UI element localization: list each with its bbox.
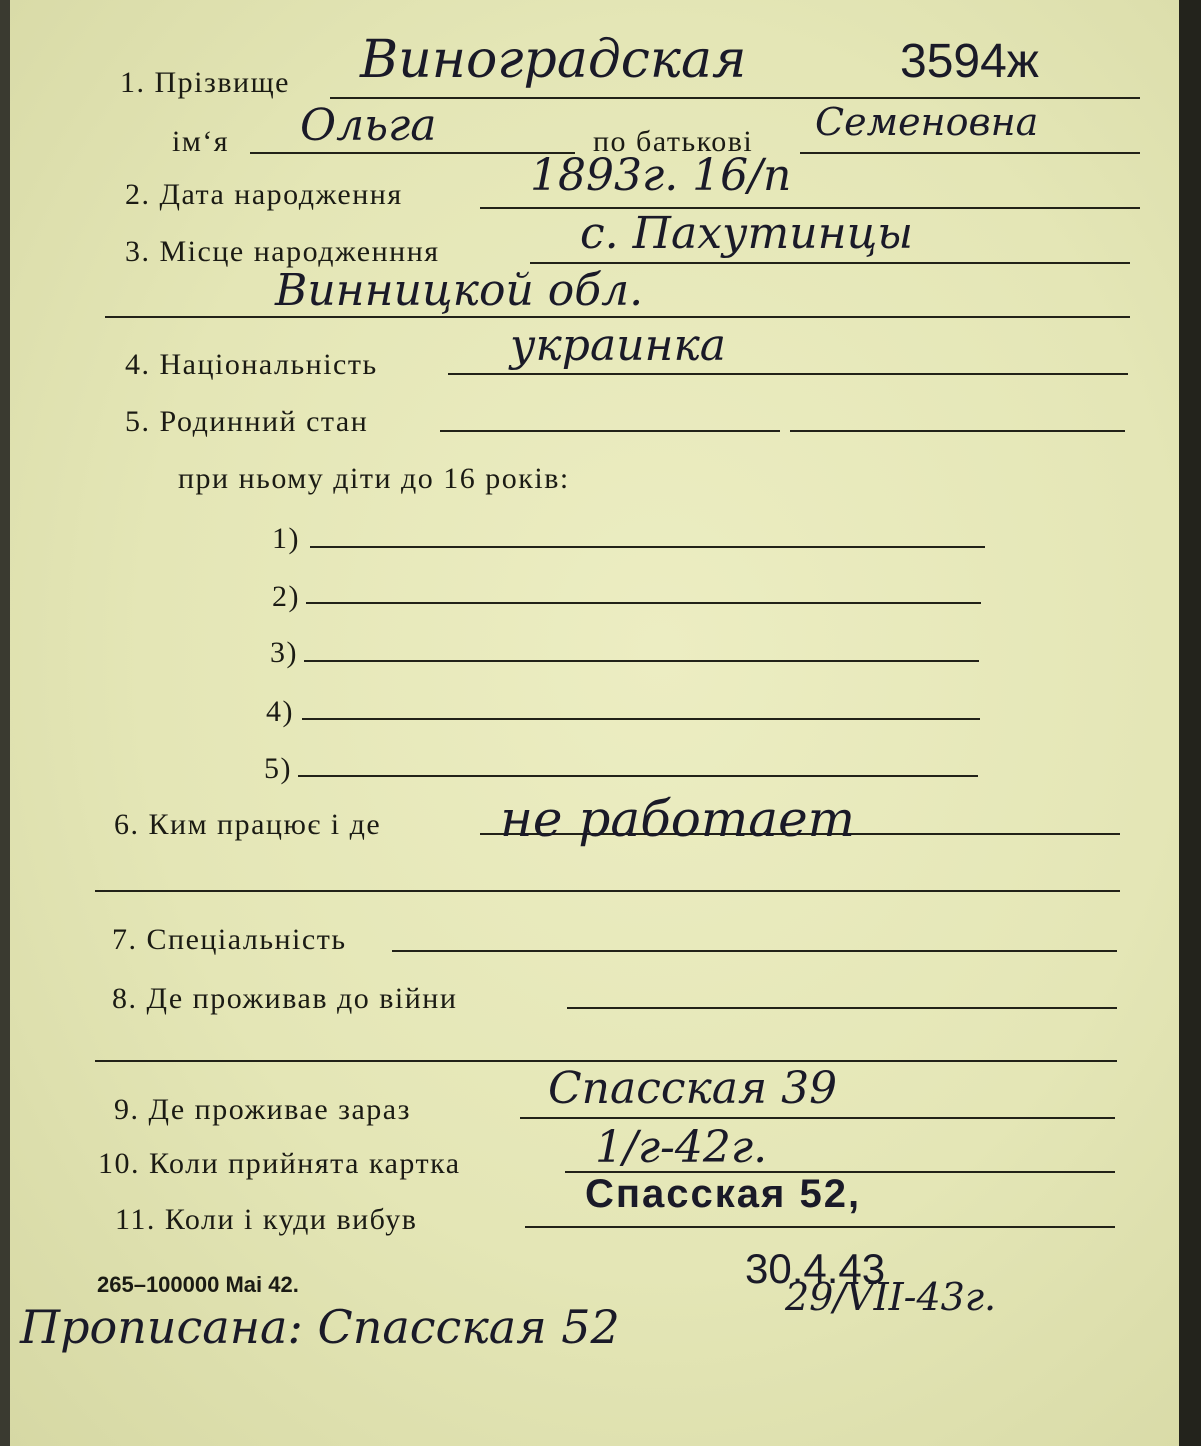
file-number: 3594ж [900,35,1039,88]
child-3-label: 3) [270,636,298,669]
departed-label: 11. Коли і куди вибув [115,1203,418,1236]
prewar-line-1 [567,1007,1117,1009]
card-accepted-label: 10. Коли прийнята картка [98,1147,461,1180]
birthdate-label: 2. Дата народження [125,178,403,211]
current-line [520,1117,1115,1119]
prewar-line-2 [95,1060,1117,1062]
surname-line [330,97,1140,99]
birthplace-entry-1: с. Пахутинцы [580,208,914,259]
departed-date: 30.4.43 [745,1245,886,1292]
current-label: 9. Де проживае зараз [114,1093,411,1126]
current-entry: Спасская 39 [548,1063,838,1114]
birthdate-entry: 1893г. 16/п [530,150,792,201]
family-line-1 [440,430,780,432]
work-entry: не работает [500,790,856,848]
name-label: ім‘я [172,125,230,158]
surname-entry: Виноградская [360,30,747,90]
specialty-label: 7. Спеціальність [112,923,347,956]
card-accepted-entry: 1/г-42г. [595,1122,768,1173]
child-5-label: 5) [264,752,292,785]
child-4-line [302,718,980,720]
work-line-2 [95,890,1120,892]
registered-note: Прописана: Спасская 52 [20,1300,620,1354]
child-1-label: 1) [272,522,300,555]
surname-label: 1. Прізвище [120,66,290,99]
birthplace-line-2 [105,316,1130,318]
nationality-label: 4. Національність [125,348,378,381]
birthplace-line-1 [530,262,1130,264]
birthplace-entry-2: Винницкой обл. [275,265,644,316]
patronymic-entry: Семеновна [815,100,1039,144]
nationality-line [448,373,1128,375]
nationality-entry: украинка [510,320,727,371]
specialty-line [392,950,1117,952]
child-2-line [306,602,981,604]
patronymic-line [800,152,1140,154]
departed-line [525,1226,1115,1228]
child-4-label: 4) [266,695,294,728]
family-label: 5. Родинний стан [125,405,369,438]
card-right-edge [1179,0,1201,1446]
patronymic-label: по батькові [593,125,754,158]
name-line [250,152,575,154]
birthplace-label: 3. Місце народженння [125,235,440,268]
family-line-2 [790,430,1125,432]
child-1-line [310,546,985,548]
name-entry: Ольга [300,100,437,151]
departed-stamp: Спасская 52, [585,1172,862,1216]
card-left-edge [0,0,10,1446]
child-3-line [304,660,979,662]
prewar-label: 8. Де проживав до війни [112,982,458,1015]
work-label: 6. Ким працює і де [114,808,382,841]
child-2-label: 2) [272,580,300,613]
print-code: 265–100000 Mai 42. [97,1272,299,1297]
child-5-line [298,775,978,777]
children-label: при ньому діти до 16 років: [178,462,570,495]
registered-date: 29/VII-43г. [785,1275,997,1319]
